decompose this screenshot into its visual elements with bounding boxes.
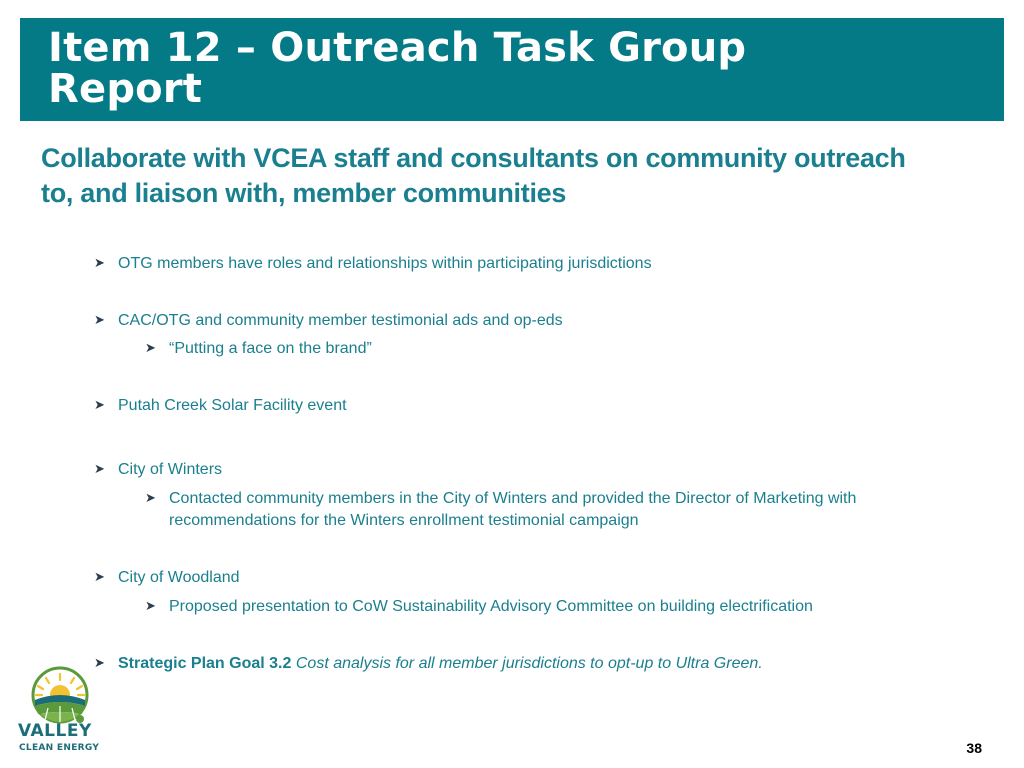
bullet-text: [118, 653, 974, 675]
strategic-goal-label: Strategic Plan Goal 3.2: [118, 655, 292, 672]
sub-bullet-item: [145, 488, 975, 532]
bullet-item: [94, 567, 974, 589]
arrowhead-bullet-icon: ➤: [94, 397, 105, 412]
page-number: 38: [966, 740, 982, 756]
bullet-item: [94, 253, 974, 275]
bullet-item: [94, 310, 974, 332]
bullet-text: Proposed presentation to CoW Sustainability Advisory Committee on building electrification: [169, 598, 813, 615]
title-bar: [20, 18, 1004, 121]
sub-bullet-item: [145, 596, 975, 618]
bullet-text: “Putting a face on the brand”: [169, 340, 372, 357]
arrowhead-bullet-icon: ➤: [94, 255, 105, 270]
arrowhead-bullet-icon: ➤: [94, 461, 105, 476]
bullet-text: City of Winters: [118, 461, 223, 478]
strategic-goal-text: Cost analysis for all member jurisdictions to opt-up to Ultra Green.: [295, 655, 763, 672]
sun-over-fields-logo-icon: [18, 664, 106, 724]
arrowhead-bullet-icon: ➤: [94, 569, 105, 584]
slide-subtitle: Collaborate with VCEA staff and consultants on community outreach to, and liaison with, member communities: [41, 143, 906, 208]
bullet-item: [94, 395, 974, 417]
arrowhead-bullet-icon: ➤: [145, 598, 156, 613]
logo-text-valley: VALLEY: [18, 721, 92, 741]
logo-text-clean-energy: CLEAN ENERGY: [19, 743, 100, 753]
bullet-text: CAC/OTG and community member testimonial ads and op-eds: [118, 312, 563, 329]
arrowhead-bullet-icon: ➤: [94, 312, 105, 327]
bullet-item-strategic: [94, 653, 974, 675]
bullet-text: Putah Creek Solar Facility event: [118, 397, 347, 414]
bullet-text: OTG members have roles and relationships within participating jurisdictions: [118, 255, 652, 272]
valley-clean-energy-logo: [18, 664, 106, 758]
slide-title: Item 12 – Outreach Task Group Report: [48, 25, 747, 112]
arrowhead-bullet-icon: ➤: [145, 340, 156, 355]
arrowhead-bullet-icon: ➤: [145, 490, 156, 505]
bullet-text: City of Woodland: [118, 569, 240, 586]
arrowhead-bullet-icon: ➤: [94, 655, 105, 670]
bullet-text: Contacted community members in the City of Winters and provided the Director of Marketing with recommendations for the Winters enrollment testimonial campaign: [169, 490, 857, 529]
sub-bullet-item: [145, 338, 975, 360]
bullet-item: [94, 459, 974, 481]
